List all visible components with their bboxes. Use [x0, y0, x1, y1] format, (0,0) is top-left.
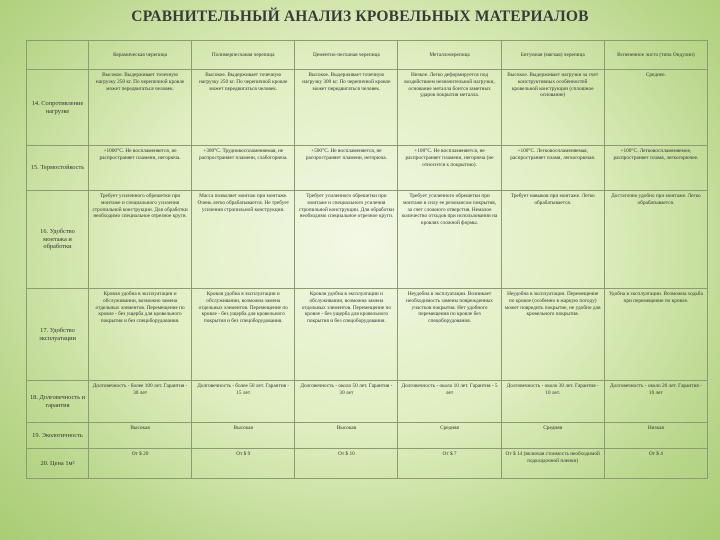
table-cell: Долговечность - около 10 лет. Гарантия - 5 лет [398, 381, 501, 423]
table-cell: Долговечность - более 100 лет. Гарантия - 30 лет [89, 381, 192, 423]
table-cell: Достаточно удобно при монтаже. Легко обрабатывается. [604, 191, 707, 289]
header-cement-sand: Цементно-песчаная черепица [295, 41, 398, 70]
table-row [27, 191, 708, 289]
table-cell: Высокая [192, 423, 295, 449]
table-cell: Долговечность - более 50 лет. Гарантия - 15 лет [192, 381, 295, 423]
page-title: СРАВНИТЕЛЬНЫЙ АНАЛИЗ КРОВЕЛЬНЫХ МАТЕРИАЛОВ [131, 8, 589, 25]
table-cell: От $ 4 [604, 449, 707, 479]
header-metal: Металлочерепица [398, 41, 501, 70]
table-cell: Высокое. Выдерживает нагрузки за счет конструктивных особенностей кровельной конструкции (сплошное основание) [501, 70, 604, 146]
table-cell: Средняя [398, 423, 501, 449]
table-row [27, 70, 708, 146]
table-cell: Высокое. Выдерживает точечную нагрузку 300 кг. По черепичной кровле может передвигаться человек. [295, 70, 398, 146]
table-cell: +100°С. Легковоспламеняемая, распространяет пламя, легкогорючая. [501, 146, 604, 191]
table-cell: +300°С. Трудновоспламеняемая, не распространяет пламени, слабогорюча. [192, 146, 295, 191]
table-header-row [27, 41, 708, 70]
table-cell: Требует усиленного обрешетки при монтаже в силу ее резонансом покрытия, за счет сложного отверстия. Немалое количество отходов при использовании на кровлях сложной формы. [398, 191, 501, 289]
table-cell: Кровля удобна в эксплуатации и обслуживании, возможна замена отдельных элементов. Перемещение по кровле - без ущерба для кровельного покрытия и без спецоборудования. [192, 289, 295, 381]
header-polymer-sand: Полимерпесчаная черепица [192, 41, 295, 70]
table-row [27, 449, 708, 479]
table-cell: От $ 14 (включая стоимость необходимой подкладочной пленки) [501, 449, 604, 479]
row-label: 15. Термостойкость [27, 146, 89, 191]
table-cell: Требует усиленного обрешетки при монтаже и специального усиления стропильной конструкции. Для обработки необходимо специальное отрезное круги. [89, 191, 192, 289]
table-cell: Низкое. Легко деформируется под воздействием незначительной нагрузки, основание металла боится заметных ударов покрытия металла. [398, 70, 501, 146]
table-cell: Требует усиленного обрешетки при монтаже и специального усиления стропильной конструкции. Для обработки необходимо специальное отрезное круги. [295, 191, 398, 289]
row-label: 16. Удобство монтажа и обработки [27, 191, 89, 289]
row-label: 19. Экологичность [27, 423, 89, 449]
table-cell: От $ 10 [295, 449, 398, 479]
table-row [27, 381, 708, 423]
table-cell: Высокая [89, 423, 192, 449]
table-cell: Средняя [501, 423, 604, 449]
header-ceramic: Керамическая черепица [89, 41, 192, 70]
table-cell: От $ 9 [192, 449, 295, 479]
row-label: 18. Долговечность и гарантия [27, 381, 89, 423]
table-cell: Кровля удобна в эксплуатации и обслуживании, возможно замена отдельных элементов. Перемещение по кровле - без ущерба для кровельного покрытия и без спецоборудования. [89, 289, 192, 381]
table-cell: Долговечность - около 30 лет. Гарантия - 10 лет. [501, 381, 604, 423]
table-cell: Неудобна в эксплуатации. Возникает необходимость замены поврежденных участков покрытия. Нет удобного перемещения по кровле без спецоборудования. [398, 289, 501, 381]
row-label: 14. Сопротивление нагрузке [27, 70, 89, 146]
table-cell: Требует навыков при монтаже. Легко обрабатывается. [501, 191, 604, 289]
table-row [27, 423, 708, 449]
table-cell: +1000°С. Не воспламеняется, не распространяет пламени, негорюча. [89, 146, 192, 191]
row-label: 17. Удобство эксплуатации [27, 289, 89, 381]
table-cell: Высокое. Выдерживает точечную нагрузку 250 кг. По черепичной кровле может передвигаться человек. [192, 70, 295, 146]
table-cell: Удобна в эксплуатации. Возможна ходьба при перемещение по кровле. [604, 289, 707, 381]
row-label: 20. Цена 1м² [27, 449, 89, 479]
table-cell: +100°С. Не воспламеняется, не распространяет пламени, негорюча (не относится к покрытию). [398, 146, 501, 191]
table-row [27, 146, 708, 191]
table-row [27, 289, 708, 381]
header-bitumen: Битумная (мягкая) черепица [501, 41, 604, 70]
table-cell: От $ 20 [89, 449, 192, 479]
table-cell: Долговечность - около 20 лет. Гарантия - 10 лет [604, 381, 707, 423]
table-cell: Масса позволяет монтаж при монтаже. Очень легко обрабатывается. Не требует усиления стропильной конструкции. [192, 191, 295, 289]
header-ondulin: Вспененное листо (типа Ондулин) [604, 41, 707, 70]
table-cell: От $ 7 [398, 449, 501, 479]
table-cell: Среднее. [604, 70, 707, 146]
table-cell: Высокое. Выдерживает точечную нагрузку 250 кг. По черепичной кровле может передвигаться человек. [89, 70, 192, 146]
header-corner [27, 41, 89, 70]
table-cell: Низкая [604, 423, 707, 449]
table-cell: Неудобна в эксплуатации. Перемещение по кровле (особенно в жаркую погоду) может повредить покрытие, не удобно для кровельного покрытия. [501, 289, 604, 381]
comparison-table [26, 40, 708, 479]
table-cell: Высокая [295, 423, 398, 449]
table-cell: +100°С. Легковоспламеняемое, распространяет пламя, легкогорючее. [604, 146, 707, 191]
table-cell: Кровля удобна в эксплуатации и обслуживании, возможна замена отдельных элементов. Перемещение по кровле - без ущерба для кровельного покрытия и без спецоборудования. [295, 289, 398, 381]
table-cell: Долговечность - около 50 лет. Гарантия - 30 лет [295, 381, 398, 423]
table-cell: +500°С. Не воспламеняется, не распространяет пламени, негорюча. [295, 146, 398, 191]
